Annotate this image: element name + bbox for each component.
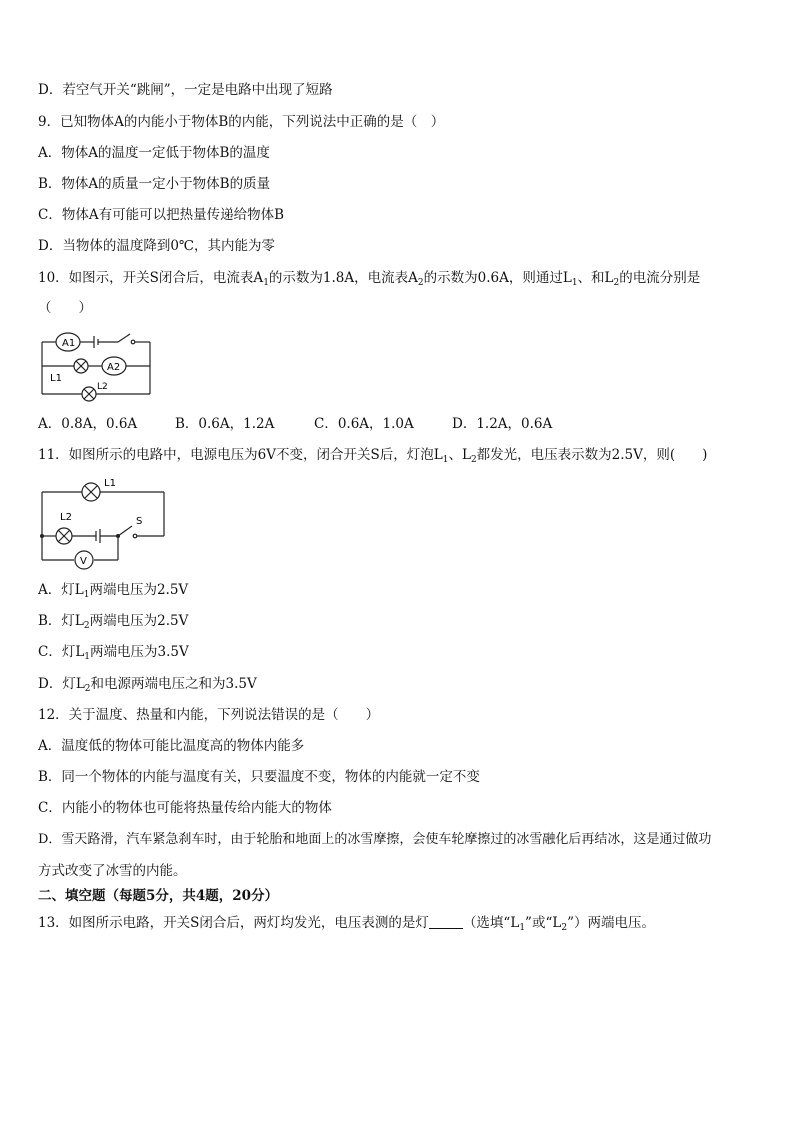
q10-option-b: B．0.6A，1.2A (175, 416, 275, 432)
q12-stem: 12．关于温度、热量和内能，下列说法错误的是（ ） (38, 707, 380, 723)
q10-ammeter-a1 (56, 333, 80, 351)
q9-stem: 9．已知物体A的内能小于物体B的内能，下列说法中正确的是（ ） (38, 114, 445, 130)
q10-label-l2: L2 (97, 382, 108, 392)
svg-text:V: V (80, 556, 87, 567)
q9-option-d: D．当物体的温度降到0℃，其内能为零 (38, 238, 276, 254)
q11-option-b: B．灯$L_2$两端电压为2.5V (38, 613, 189, 631)
q9-option-b: B．物体A的质量一定小于物体B的质量 (38, 176, 271, 192)
q11-voltmeter (75, 551, 93, 569)
q13-stem: 13．如图所示电路，开关S闭合后，两灯均发光，电压表测的是灯 （选填“$L_1$”或“$L_2$”）两端电压。 (38, 915, 655, 933)
q10-option-d: D．1.2A，0.6A (452, 416, 553, 432)
q8-option-d: D．若空气开关“跳闸”，一定是电路中出现了短路 (38, 82, 333, 98)
q10-answer-paren: （ ） (38, 300, 92, 316)
q11-option-a: A．灯$L_1$两端电压为2.5V (38, 582, 189, 600)
q11-lamp-l1 (82, 483, 100, 501)
q10-ammeter-a2 (102, 357, 126, 375)
q9-option-a: A．物体A的温度一定低于物体B的温度 (38, 145, 270, 161)
q12-option-b: B．同一个物体的内能与温度有关，只要温度不变，物体的内能就一定不变 (38, 769, 480, 785)
q10-label-l1: L1 (50, 373, 62, 384)
q11-option-d: D．灯$L_2$和电源两端电压之和为3.5V (38, 676, 257, 694)
svg-text:A1: A1 (62, 338, 76, 349)
q10-option-c: C．0.6A，1.0A (314, 416, 414, 432)
svg-text:A2: A2 (107, 362, 121, 373)
q10-circuit-diagram (38, 328, 158, 408)
q11-stem: 11．如图所示的电路中，电源电压为6V不变，闭合开关S后，灯泡$L_1$、$L_2$都发光，电压表示数为2.5V，则( ) (38, 447, 708, 465)
q10-lamp-l2 (82, 387, 96, 401)
section-2-title: 二、填空题（每题5分，共4题，20分） (38, 888, 279, 904)
q13-answer-blank[interactable] (429, 914, 463, 929)
q10-lamp-l1 (74, 359, 88, 373)
q10-option-a: A．0.8A，0.6A (38, 416, 138, 432)
q11-label-l1: L1 (104, 478, 116, 489)
q12-option-a: A．温度低的物体可能比温度高的物体内能多 (38, 738, 305, 754)
q12-option-c: C．内能小的物体也可能将热量传给内能大的物体 (38, 800, 332, 816)
q11-lamp-l2 (56, 528, 72, 544)
q12-option-d-line2: 方式改变了冰雪的内能。 (38, 863, 187, 879)
q9-option-c: C．物体A有可能可以把热量传递给物体B (38, 207, 284, 223)
q11-option-c: C．灯$L_1$两端电压为3.5V (38, 644, 189, 662)
q12-option-d-line1: D．雪天路滑，汽车紧急刹车时，由于轮胎和地面上的冰雪摩擦，会使车轮摩擦过的冰雪融化后再结冰，这是通过做功 (38, 832, 712, 847)
q11-label-s: S (136, 516, 143, 527)
q11-circuit-diagram (38, 474, 170, 572)
q11-label-l2: L2 (60, 512, 72, 523)
q10-stem: 10．如图示，开关S闭合后，电流表$A_1$的示数为1.8A，电流表$A_2$的示数为0.6A，则通过$L_1$、和$L_2$的电流分别是 (38, 270, 701, 288)
